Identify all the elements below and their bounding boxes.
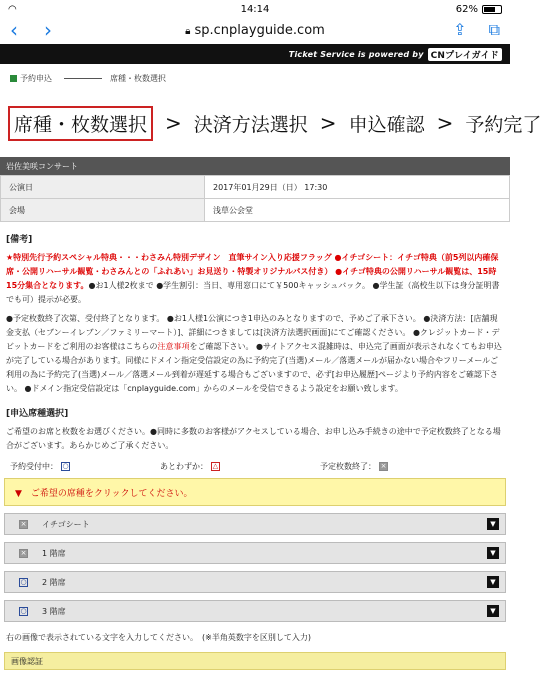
- select-seat-notice: ▼ ご希望の席種をクリックしてください。: [4, 478, 506, 506]
- special-offer-text: ★特別先行予約スペシャル特典・・・わさみん特別デザイン 直筆サイン入り応援フラッグ ●イチゴシート：イチゴ特典（前5列以内確保席・公開リハーサル観覧・わさみんとの「ふれあい」お見送り・特製オリジナルパス付き） ●イチゴ特典の公開リハーサル観覧は、15時15分集合となります。: [6, 253, 499, 290]
- date-label: 公演日: [1, 176, 205, 199]
- date-value: 2017年01月29日（日） 17:30: [205, 176, 510, 199]
- notes-section: [0, 233, 510, 453]
- step-arrow: >: [165, 111, 182, 135]
- chevron-down-icon[interactable]: ▼: [487, 605, 499, 617]
- step-arrow: >: [319, 111, 337, 135]
- step-payment: 決済方法選択: [193, 113, 308, 136]
- open-icon: ○: [20, 606, 27, 615]
- forward-icon[interactable]: ›: [44, 18, 52, 42]
- event-title: 岩佐美咲コンサート: [0, 157, 510, 175]
- table-row: [1, 199, 510, 222]
- step-arrow: >: [436, 111, 454, 135]
- notes-heading: [備考]: [6, 235, 33, 245]
- few-left-icon: △: [212, 461, 219, 470]
- battery-percent: 62%: [455, 3, 478, 15]
- step-complete: 予約完了: [465, 113, 541, 136]
- availability-legend: [0, 458, 510, 474]
- chevron-down-icon[interactable]: ▼: [487, 518, 499, 530]
- seat-option-ichigo[interactable]: [4, 513, 506, 535]
- tabs-icon[interactable]: ⧉: [488, 20, 500, 39]
- seat-option-3f[interactable]: [4, 600, 506, 622]
- step-indicator: [0, 92, 541, 154]
- venue-label: 会場: [1, 199, 205, 222]
- terms-text: ●予定枚数終了次第、受付終了となります。 ●お1人様1公演につき1申込のみとなりますので、予めご了承下さい。 ●決済方法：[店舗現金支払（セブンーイレブン／ファミリーマート）]、詳細につきましては[決済方法選択画面]にてご確認ください。 ●クレジットカード・デビットカードをご利用のお客様はこちらの: [6, 314, 500, 351]
- terms-text-2: をご確認下さい。 ●サイトアクセス混雑時は、申込完了画面が表示されなくてもお申込が完了している場合があります。同様にドメイン指定受信設定の為に予約完了(当選)メール／落選メールが届かない場合やフリーメールご利用の為に予約完了(当選)メール／落選メール到着が遅延する場合もございますので、必ず[お申込履歴]ページより予約内容をご確認下さい。 ●ドメイン指定受信設定は「cnplayguide.com」からのメールを受信できるよう設定をお願い致します。: [6, 342, 502, 393]
- seat-label: イチゴシート: [42, 519, 90, 529]
- square-icon: [10, 75, 17, 82]
- url-text: sp.cnplayguide.com: [194, 22, 325, 38]
- caution-link[interactable]: 注意事項: [157, 342, 190, 351]
- chevron-down-icon[interactable]: ▼: [487, 547, 499, 559]
- venue-value: 浅草公会堂: [205, 199, 510, 222]
- captcha-bar: 画像認証: [4, 652, 506, 670]
- captcha-instruction: 右の画像で表示されている文字を入力してください。 (※半角英数字を区別して入力): [6, 633, 311, 642]
- seat-description: ご希望のお席と枚数をお選びください。●同時に多数のお客様がアクセスしている場合、お申し込み手続きの途中で予定枚数終了となる場合がございます。あらかじめご了承ください。: [6, 427, 501, 450]
- sold-out-icon: ×: [20, 548, 27, 557]
- seat-label: 2 階席: [42, 577, 66, 587]
- breadcrumb: [0, 64, 510, 92]
- status-bar: [0, 0, 510, 18]
- table-row: [1, 176, 510, 199]
- seat-label: 1 階席: [42, 548, 66, 558]
- battery-icon: [482, 5, 502, 14]
- seat-option-1f[interactable]: [4, 542, 506, 564]
- breadcrumb-first: 予約申込: [20, 73, 52, 83]
- legend-open-label: 予約受付中：: [10, 461, 58, 471]
- purchase-limit-text: ●お1人様2枚まで ●学生割引：当日、専用窓口にて￥500キャッシュバック。 ●学生証（高校生以下は身分証明書でも可）提示が必要。: [6, 281, 500, 304]
- sold-out-icon: ×: [380, 461, 387, 470]
- open-icon: ○: [20, 577, 27, 586]
- cn-logo: CNプレイガイド: [428, 48, 502, 61]
- seat-option-2f[interactable]: [4, 571, 506, 593]
- event-info-table: [0, 175, 510, 222]
- browser-toolbar: [0, 18, 510, 42]
- powered-by-bar: [0, 44, 510, 64]
- breadcrumb-second: 席種・枚数選択: [110, 73, 166, 83]
- wifi-icon: ◠: [8, 3, 17, 15]
- chevron-down-icon[interactable]: ▼: [487, 576, 499, 588]
- status-time: 14:14: [240, 3, 270, 15]
- sold-out-icon: ×: [20, 519, 27, 528]
- step-confirm: 申込確認: [348, 113, 425, 136]
- share-icon[interactable]: ⇪: [453, 20, 467, 39]
- seat-heading: [申込席種選択]: [6, 409, 69, 419]
- seat-label: 3 階席: [42, 606, 66, 616]
- legend-few-label: あとわずか：: [160, 461, 208, 471]
- open-icon: ○: [62, 461, 69, 470]
- step-current: 席種・枚数選択: [8, 106, 153, 141]
- lock-icon: 🔒︎: [185, 25, 191, 37]
- powered-by-text: Ticket Service is powered by: [288, 49, 424, 59]
- back-icon[interactable]: ‹: [10, 18, 18, 42]
- legend-soldout-label: 予定枚数終了：: [320, 461, 376, 471]
